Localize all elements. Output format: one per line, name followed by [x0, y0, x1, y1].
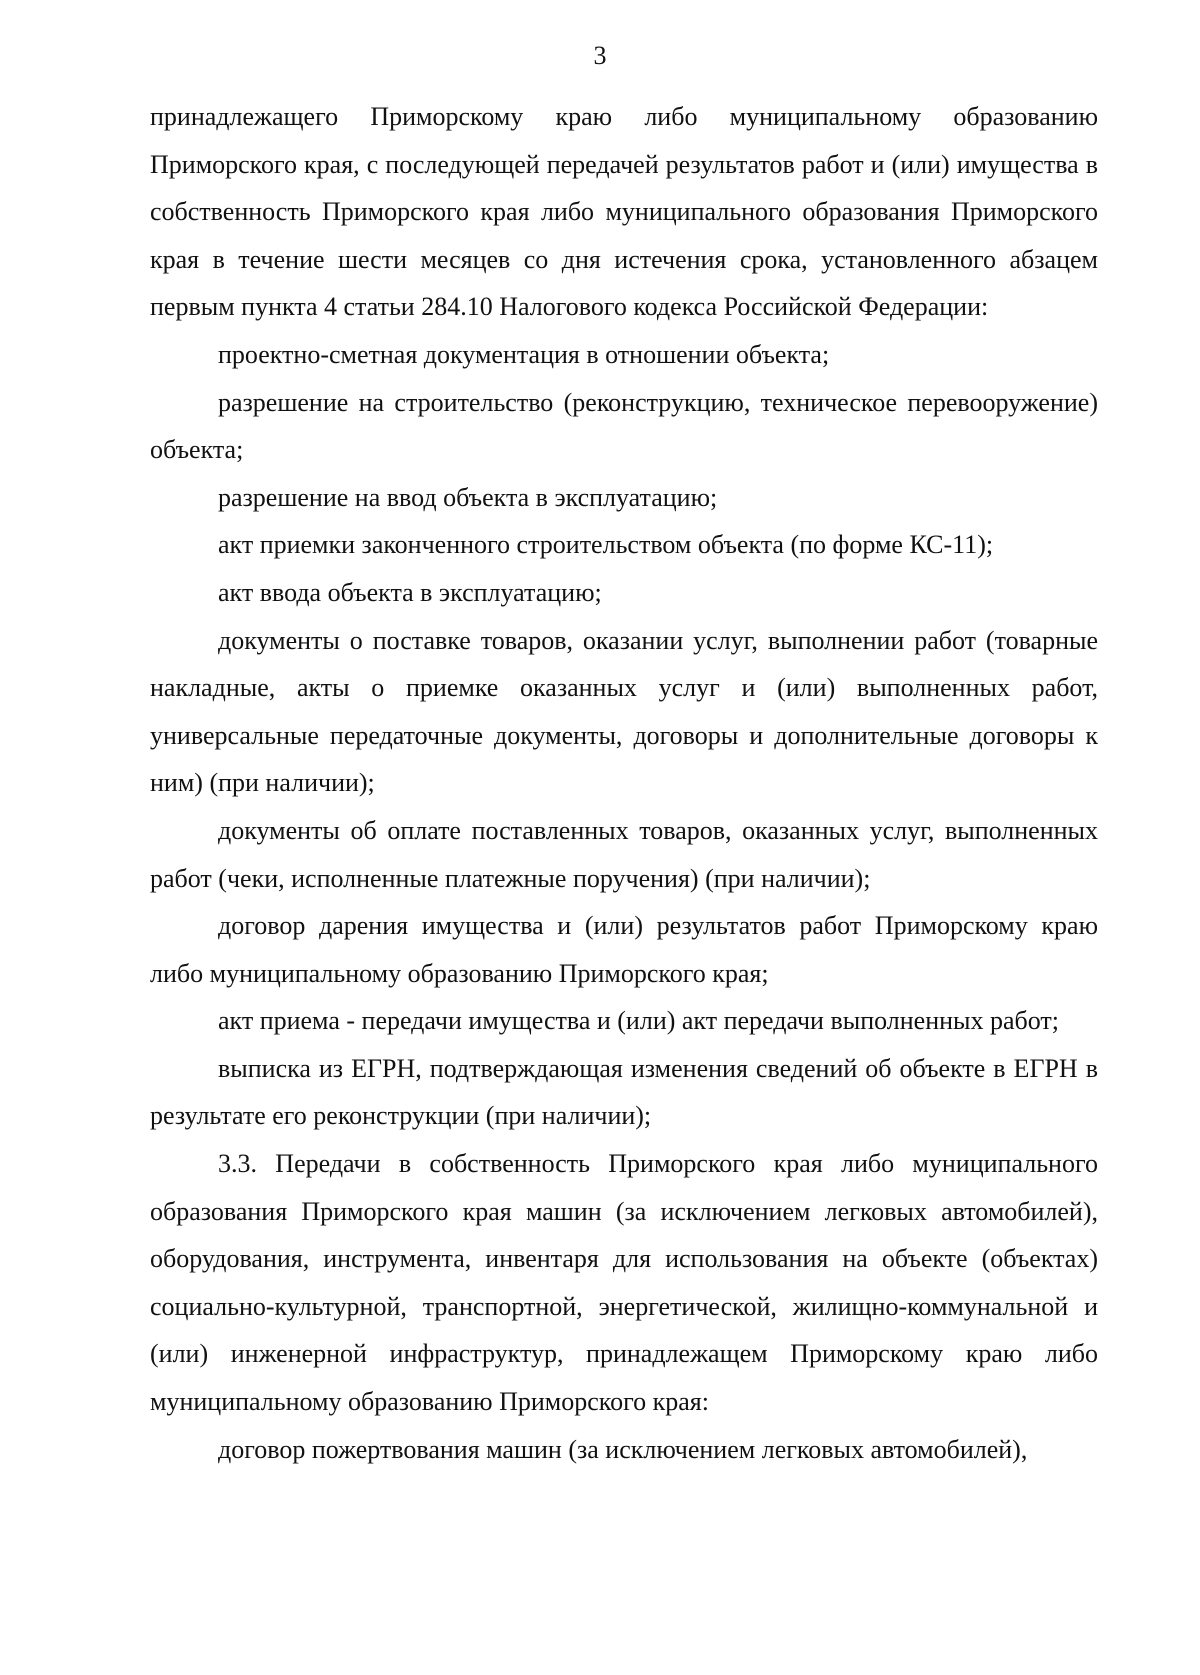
page-number: 3 [593, 41, 607, 70]
document-body [150, 93, 1098, 1473]
paragraph-donation-agreement: договор дарения имущества и (или) результатов работ Приморскому краю либо муниципальному образованию Приморского края; [150, 911, 1098, 988]
paragraph-commissioning-act: акт ввода объекта в эксплуатацию; [218, 577, 602, 607]
paragraph-gift-agreement-machines: договор пожертвования машин (за исключением легковых автомобилей), [218, 1434, 1028, 1464]
paragraph-commissioning-permit: разрешение на ввод объекта в эксплуатацию; [218, 482, 718, 512]
paragraph-acceptance-act: акт приемки законченного строительством объекта (по форме КС-11); [218, 530, 994, 560]
paragraph-construction-permit: разрешение на строительство (реконструкцию, техническое перевооружение) объекта; [150, 387, 1098, 465]
paragraph-design-documentation: проектно-сметная документация в отношении объекта; [218, 339, 830, 369]
paragraph-egrn-extract: выписка из ЕГРН, подтверждающая изменения сведений об объекте в ЕГРН в результате его реконструкции (при наличии); [150, 1053, 1098, 1131]
paragraph-payment-documents: документы об оплате поставленных товаров, оказанных услуг, выполненных работ (чеки, исполненные платежные поручения) (при наличии); [150, 815, 1098, 893]
paragraph-transfer-act: акт приема - передачи имущества и (или) акт передачи выполненных работ; [218, 1006, 1060, 1036]
paragraph-supply-documents: документы о поставке товаров, оказании услуг, выполнении работ (товарные накладные, акты о приемке оказанных услуг и (или) выполненных работ, универсальные передаточные документы, договоры и дополнительные договоры к ним) (при наличии); [150, 625, 1098, 798]
paragraph-section-3-3: 3.3. Передачи в собственность Приморского края либо муниципального образования Приморского края машин (за исключением легковых автомобилей), оборудования, инструмента, инвентаря для использования на объекте (объектах) социально-культурной, транспортной, энергетической, жилищно-коммунальной и (или) инженерной инфраструктур, принадлежащем Приморскому краю либо муниципальному образованию Приморского края: [150, 1149, 1098, 1417]
paragraph-continuation: принадлежащего Приморскому краю либо муниципальному образованию Приморского края, с последующей передачей результатов работ и (или) имущества в собственность Приморского края либо муниципального образования Приморского края в течение шести месяцев со дня истечения срока, установленного абзацем первым пункта 4 статьи 284.10 Налогового кодекса Российской Федерации: [150, 102, 1098, 322]
